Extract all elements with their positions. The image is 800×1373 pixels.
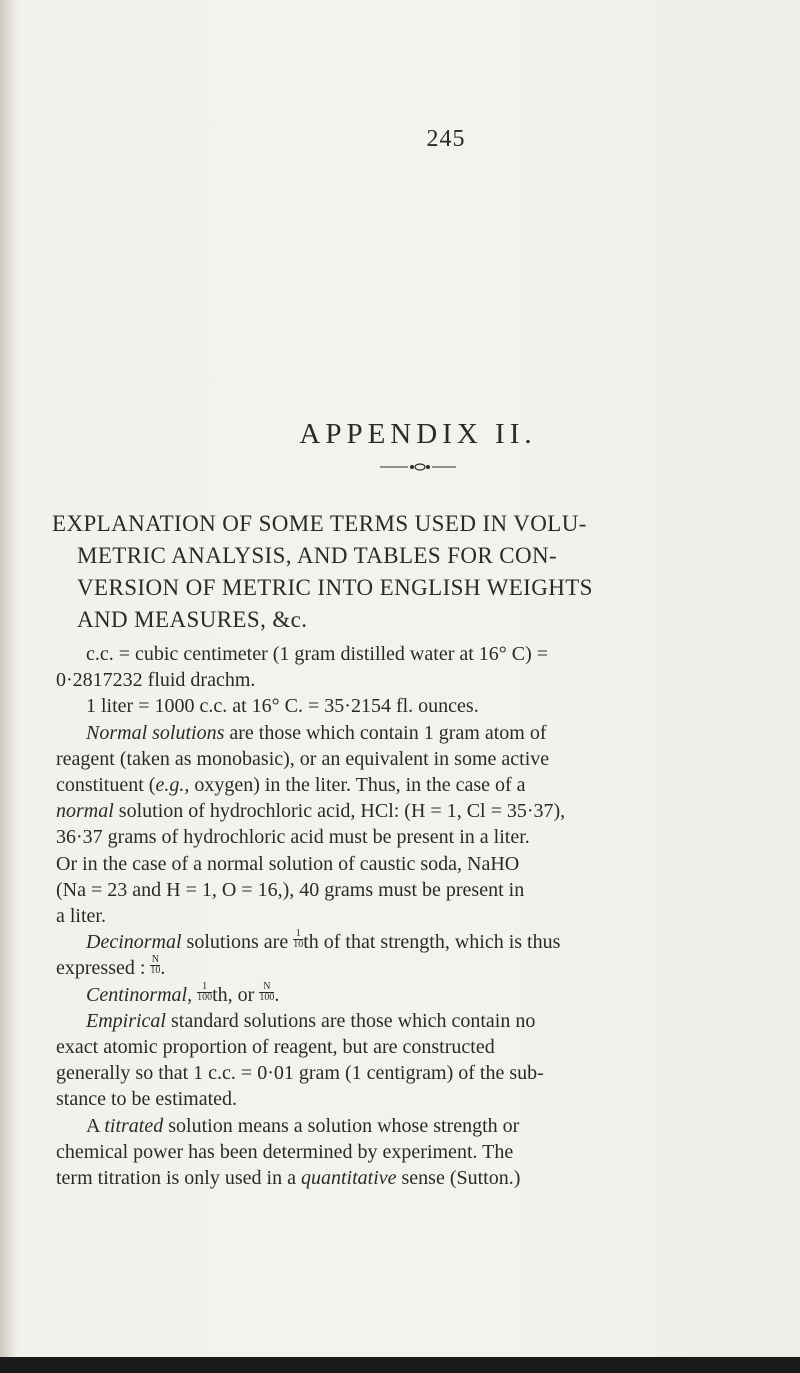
appendix-title: APPENDIX II. <box>299 418 537 450</box>
liter-definition: 1 liter = 1000 c.c. at 16° C. = 35·2154 fl. ounces. <box>86 695 479 718</box>
body-text <box>56 641 736 1191</box>
page-binding-edge <box>0 0 14 1373</box>
scan-bottom-edge <box>0 1357 800 1373</box>
term-empirical: Empirical <box>86 1009 166 1032</box>
centinormal-paragraph: Centinormal, $\frac{1}{100}$ th, or $\frac{N}{100}$ . <box>86 980 280 1006</box>
titrated-paragraph: A titrated solution means a solution whose strength or chemical power has been determined by experiment. The term titration is only used in a quantitative sense (Sutton.) <box>56 1114 521 1190</box>
heading-line: EXPLANATION OF SOME TERMS USED IN VOLU- <box>52 511 587 536</box>
symbol-n-over-10: $\frac{N}{10}$ <box>150 954 161 977</box>
fraction-one-hundredth: $\frac{1}{100}$ <box>197 980 213 1003</box>
term-normal-solutions: Normal solutions <box>86 721 225 744</box>
decinormal-paragraph: Decinormal solutions are $\frac{1}{10}$ th of that strength, which is thus expressed : $\frac{N}{10}$ . <box>56 928 561 980</box>
heading-line: AND MEASURES, &c. <box>77 607 308 632</box>
section-heading <box>52 508 752 636</box>
heading-line: METRIC ANALYSIS, AND TABLES FOR CON- <box>77 543 558 568</box>
symbol-n-over-100: $\frac{N}{100}$ <box>259 980 275 1003</box>
cc-definition: c.c. = cubic centimeter (1 gram distilled water at 16° C) = 0·2817232 fluid drachm. <box>56 643 549 692</box>
term-decinormal: Decinormal <box>86 931 182 954</box>
term-centinormal: Centinormal, <box>86 983 193 1006</box>
title-ornament <box>378 461 458 473</box>
term-titrated: titrated <box>104 1114 164 1137</box>
page-number: 245 <box>426 126 466 152</box>
term-normal: normal <box>56 800 114 823</box>
empirical-paragraph: Empirical standard solutions are those which contain no exact atomic proportion of reagent, but are constructed generally so that 1 c.c. = 0·01 gram (1 centigram) of the sub- stance to be estimated. <box>56 1009 544 1111</box>
fraction-one-tenth: $\frac{1}{10}$ <box>293 928 304 951</box>
heading-line: VERSION OF METRIC INTO ENGLISH WEIGHTS <box>77 575 593 600</box>
normal-solutions-paragraph: Normal solutions are those which contain 1 gram atom of reagent (taken as monobasic), or an equivalent in some active constituent (e.g., oxygen) in the liter. Thus, in the case of a normal solution of hydrochloric acid, HCl: (H = 1, Cl = 35·37), 36·37 grams of hydrochloric acid must be present in a liter. Or in the case of a normal solution of caustic soda, NaHO (Na = 23 and H = 1, O = 16,), 40 grams must be present in a liter. <box>56 721 566 928</box>
term-quantitative: quantitative <box>300 1167 397 1190</box>
